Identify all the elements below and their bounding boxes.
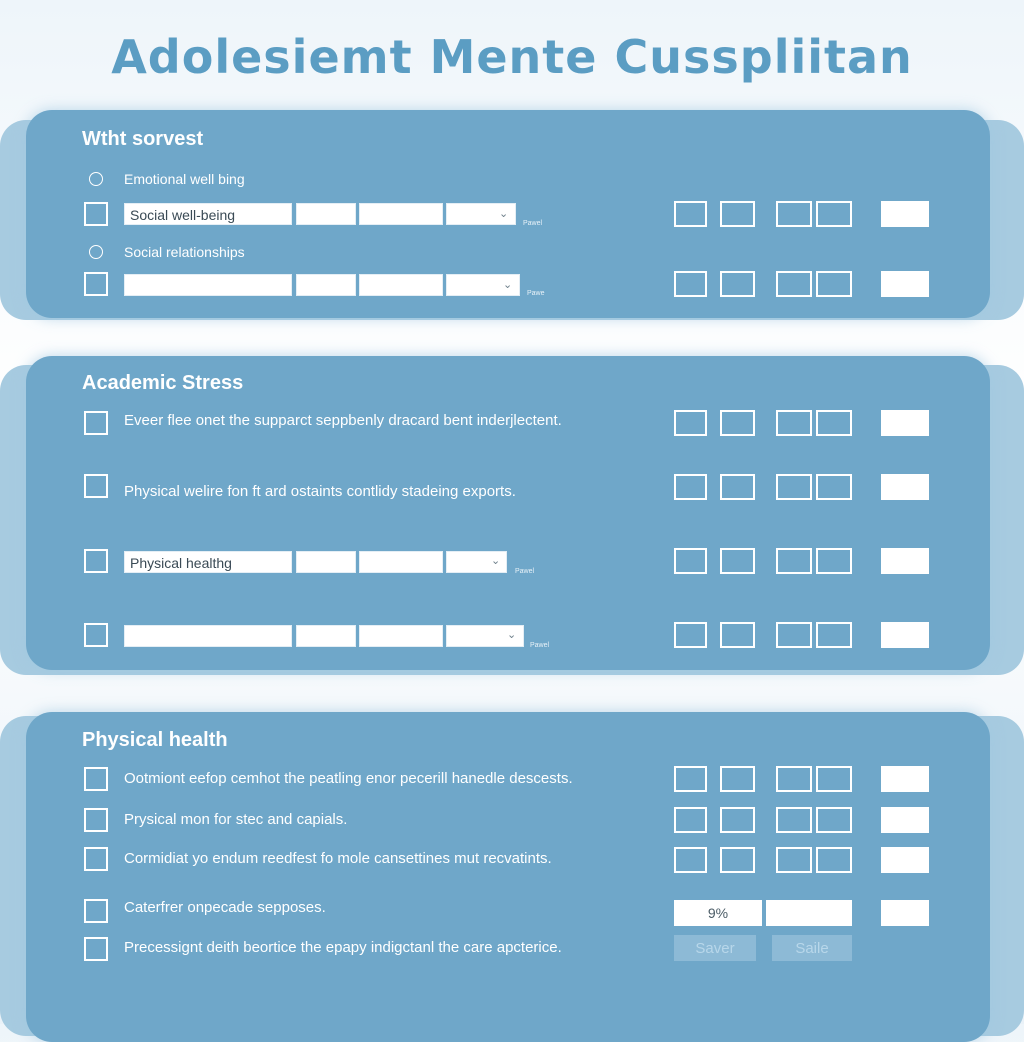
row-checkbox[interactable] [84, 202, 108, 226]
text-field[interactable] [359, 551, 443, 573]
rating-box[interactable] [674, 271, 707, 297]
row-label: Precessignt deith beortice the epapy indigctanl the care apcterice. [124, 939, 562, 956]
section-well-being [26, 110, 990, 318]
score-field[interactable] [881, 548, 929, 574]
row-checkbox[interactable] [84, 411, 108, 435]
field-tag: Pawel [523, 220, 543, 227]
physical-health-input[interactable]: Physical healthg [124, 551, 292, 573]
text-field[interactable] [124, 625, 292, 647]
rating-box[interactable] [816, 201, 852, 227]
rating-box[interactable] [674, 622, 707, 648]
score-field[interactable] [881, 410, 929, 436]
save-button[interactable]: Saver [674, 935, 756, 961]
page-title: Adolesiemt Mente Cusspliitan [111, 30, 913, 84]
rating-box[interactable] [720, 766, 755, 792]
section-title: Physical health [82, 729, 228, 751]
row-checkbox[interactable] [84, 847, 108, 871]
rating-box[interactable] [720, 847, 755, 873]
rating-box[interactable] [776, 474, 812, 500]
rating-box[interactable] [720, 201, 755, 227]
row-label: Social relationships [124, 244, 245, 260]
radio-social-relationships[interactable] [89, 245, 103, 259]
rating-box[interactable] [674, 201, 707, 227]
row-checkbox[interactable] [84, 272, 108, 296]
rating-box[interactable] [720, 474, 755, 500]
text-field[interactable] [766, 900, 852, 926]
rating-box[interactable] [674, 548, 707, 574]
row-checkbox[interactable] [84, 623, 108, 647]
rating-box[interactable] [720, 622, 755, 648]
row-checkbox[interactable] [84, 937, 108, 961]
rating-box[interactable] [720, 271, 755, 297]
chevron-down-icon[interactable]: ⌄ [507, 629, 517, 641]
rating-box[interactable] [776, 201, 812, 227]
text-field[interactable] [124, 274, 292, 296]
rating-box[interactable] [816, 807, 852, 833]
rating-box[interactable] [776, 622, 812, 648]
score-field[interactable] [881, 201, 929, 227]
section-title: Academic Stress [82, 372, 244, 394]
row-label: Physical welire fon ft ard ostaints contlidy stadeing exports. [124, 483, 516, 500]
percent-input[interactable]: 9% [674, 900, 762, 926]
social-well-being-input[interactable]: Social well-being [124, 203, 292, 225]
chevron-down-icon[interactable]: ⌄ [503, 279, 513, 291]
rating-box[interactable] [674, 766, 707, 792]
text-field[interactable] [296, 203, 356, 225]
rating-box[interactable] [816, 622, 852, 648]
text-field[interactable] [359, 203, 443, 225]
row-checkbox[interactable] [84, 474, 108, 498]
rating-box[interactable] [720, 410, 755, 436]
rating-box[interactable] [776, 271, 812, 297]
sale-button[interactable]: Saile [772, 935, 852, 961]
score-field[interactable] [881, 622, 929, 648]
score-field[interactable] [881, 766, 929, 792]
score-field[interactable] [881, 900, 929, 926]
row-label: Ootmiont eefop cemhot the peatling enor pecerill hanedle descests. [124, 770, 573, 787]
text-field[interactable] [359, 274, 443, 296]
row-checkbox[interactable] [84, 899, 108, 923]
rating-box[interactable] [816, 271, 852, 297]
row-label: Eveer flee onet the supparct seppbenly dracard bent inderjlectent. [124, 412, 562, 429]
row-checkbox[interactable] [84, 767, 108, 791]
row-label: Cormidiat yo endum reedfest fo mole cansettines mut recvatints. [124, 850, 552, 867]
rating-box[interactable] [720, 548, 755, 574]
rating-box[interactable] [674, 410, 707, 436]
field-tag: Pawe [527, 290, 545, 297]
text-field[interactable] [296, 274, 356, 296]
rating-box[interactable] [816, 847, 852, 873]
rating-box[interactable] [776, 766, 812, 792]
text-field[interactable] [296, 551, 356, 573]
rating-box[interactable] [776, 807, 812, 833]
rating-box[interactable] [720, 807, 755, 833]
score-field[interactable] [881, 807, 929, 833]
rating-box[interactable] [816, 548, 852, 574]
section-academic-stress [26, 356, 990, 670]
row-checkbox[interactable] [84, 549, 108, 573]
field-tag: Pawel [530, 642, 550, 649]
chevron-down-icon[interactable]: ⌄ [491, 555, 501, 567]
score-field[interactable] [881, 847, 929, 873]
rating-box[interactable] [674, 847, 707, 873]
rating-box[interactable] [674, 807, 707, 833]
section-physical-health [26, 712, 990, 1042]
chevron-down-icon[interactable]: ⌄ [499, 208, 509, 220]
rating-box[interactable] [816, 766, 852, 792]
section-title: Wtht sorvest [82, 128, 204, 150]
score-field[interactable] [881, 271, 929, 297]
rating-box[interactable] [674, 474, 707, 500]
score-field[interactable] [881, 474, 929, 500]
rating-box[interactable] [776, 847, 812, 873]
text-field[interactable] [296, 625, 356, 647]
rating-box[interactable] [816, 410, 852, 436]
row-label: Prysical mon for stec and capials. [124, 811, 348, 828]
field-tag: Pawel [515, 568, 535, 575]
radio-emotional-well-being[interactable] [89, 172, 103, 186]
row-label: Caterfrer onpecade sepposes. [124, 899, 326, 916]
rating-box[interactable] [816, 474, 852, 500]
rating-box[interactable] [776, 548, 812, 574]
text-field[interactable] [359, 625, 443, 647]
row-label: Emotional well bing [124, 171, 245, 187]
rating-box[interactable] [776, 410, 812, 436]
row-checkbox[interactable] [84, 808, 108, 832]
